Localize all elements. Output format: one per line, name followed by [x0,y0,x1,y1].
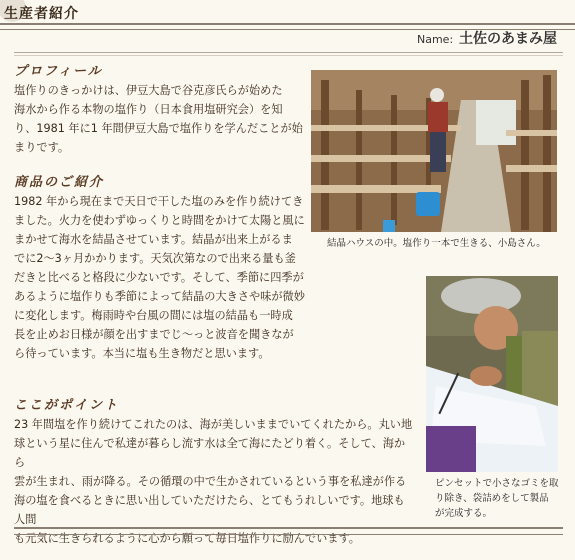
divider [14,55,563,56]
profile-line: 塩作りのきっかけは、伊豆大島で谷克彦氏らが始めた [14,84,283,97]
tweezers-image [426,276,558,472]
bottom-divider [14,527,563,535]
divider [14,52,563,53]
profile-heading: プロフィール [14,64,103,79]
point-heading: ここがポイント [14,398,120,413]
greenhouse-caption: 結晶ハウスの中。塩作り一本で生きる、小島さん。 [327,238,546,249]
product-line: ました。火力を使わずゆっくりと時間をかけて太陽と風に [14,214,305,227]
name-label: Name: [417,33,454,46]
profile-line: まりです。 [14,141,70,154]
greenhouse-photo [311,70,557,232]
point-line: 球という星に住んで私達が暮らし流す水は全て海にたどり着く。そして、海から [14,437,406,469]
producer-name-row [417,28,557,48]
product-line: ら待っています。本当に塩も生き物だと思います。 [14,347,270,360]
point-line: 雲が生まれ、雨が降る。その循環の中で生かされているという事を私達が作る [14,475,407,488]
profile-text [14,81,306,157]
product-line: まかせて海水を結晶させています。結晶が出来上がるま [14,233,293,246]
greenhouse-image [311,70,557,232]
product-line: でに2～3ヶ月かかります。天気次第なので出来る量も釜 [14,252,296,265]
tweezers-caption-line: ピンセットで小さなゴミを取 [435,478,559,489]
product-line: 1982 年から現在まで天日で干した塩のみを作り続けてき [14,195,304,208]
profile-section [14,62,306,157]
product-line: 長を止めお日様が顔を出すまでじ～っと波音を聞きなが [14,328,294,341]
product-line: に変化します。梅雨時や台風の間には塩の結晶も一時成 [14,309,293,322]
product-heading: 商品のご紹介 [14,175,105,190]
section-title-bar [0,0,575,26]
product-section [14,173,306,363]
tweezers-photo [426,276,558,472]
producer-name: 土佐のあまみ屋 [459,31,557,47]
product-line: あるように塩作りも季節によって結晶の大きさや味が微妙 [14,290,305,303]
tweezers-caption-line: が完成する。 [435,508,493,519]
point-line: も元気に生きられるように心から願って毎日塩作りに励んでいます。 [14,532,360,545]
product-line: だきと比べると格段に少ないです。そして、季節に四季が [14,271,304,284]
tweezers-caption [435,476,559,521]
profile-line: り、1981 年に1 年間伊豆大島で塩作りを学んだことが始 [14,122,303,135]
profile-line: 海水から作る本物の塩作り（日本食用塩研究会）を知 [14,103,283,116]
point-section [14,396,414,548]
tweezers-caption-line: り除き、袋詰めをして製品 [435,493,549,504]
product-text [14,192,306,363]
page-title: 生産者紹介 [4,6,79,22]
point-line: 海の塩を食べるときに思い出していただけたら、とてもうれしいです。地球も人間 [14,494,405,526]
point-line: 23 年間塩を作り続けてこれたのは、海が美しいままでいてくれたから。丸い地 [14,418,413,431]
